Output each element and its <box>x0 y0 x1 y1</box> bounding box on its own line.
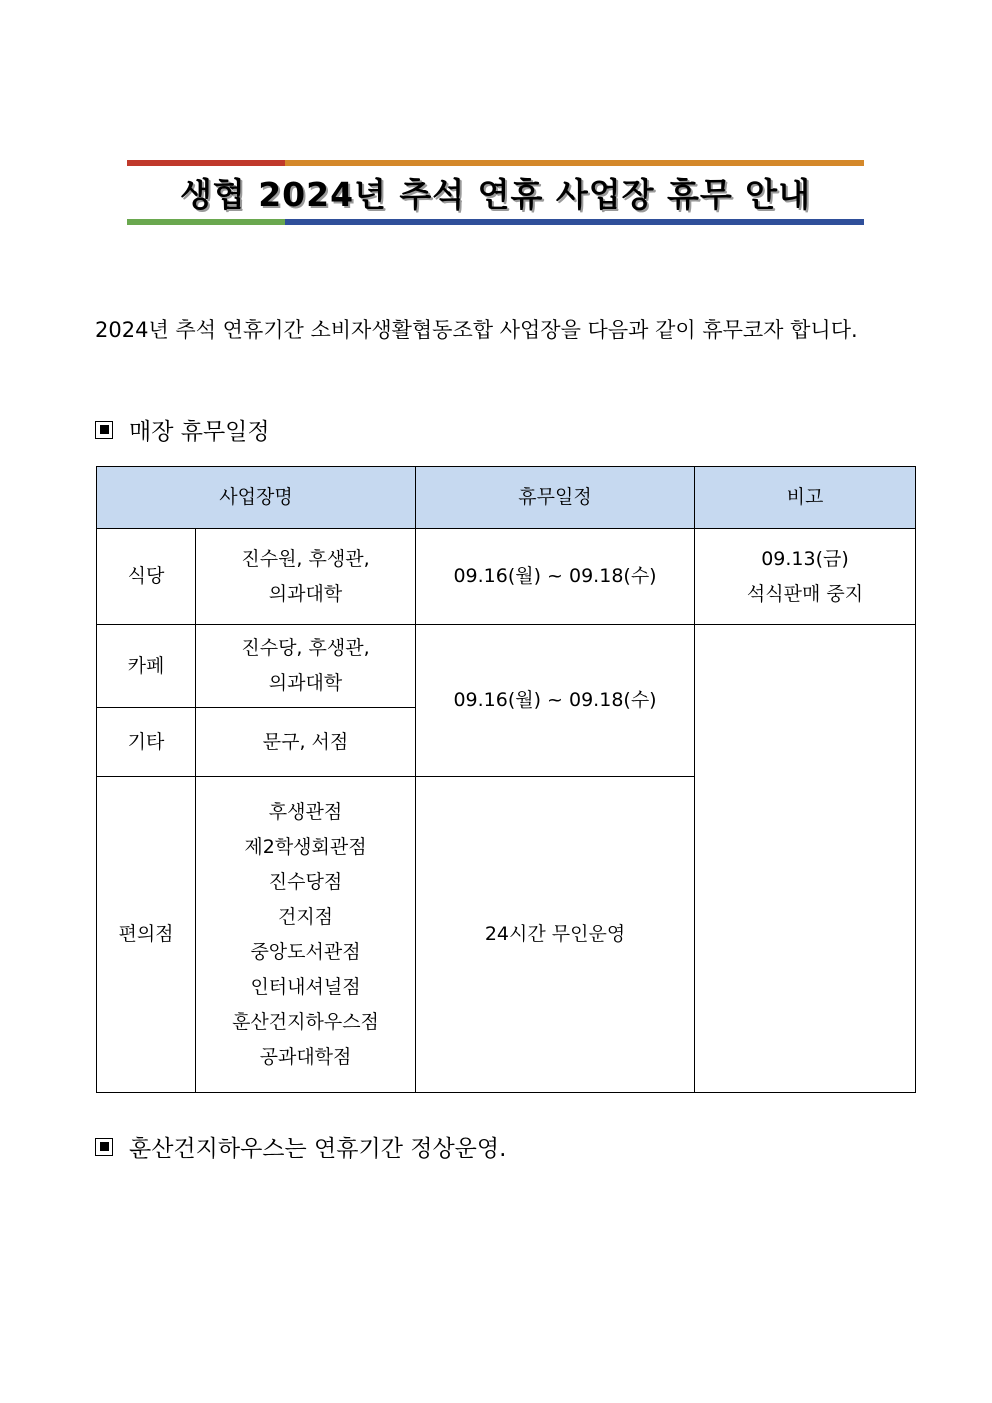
place-line: 진수당점 <box>268 870 343 893</box>
header-schedule: 휴무일정 <box>416 467 695 529</box>
place-line: 후생관점 <box>268 800 343 823</box>
schedule-cell: 24시간 무인운영 <box>416 777 695 1093</box>
places-cell <box>196 777 416 1093</box>
place-line: 의과대학 <box>268 582 343 605</box>
note-cell <box>695 529 916 625</box>
place-line: 제2학생회관점 <box>244 835 367 858</box>
square-bullet-icon <box>95 1138 113 1156</box>
place-line: 문구, 서점 <box>262 730 349 753</box>
schedule-cell: 09.16(월) ~ 09.18(수) <box>416 625 695 777</box>
place-line: 진수당, 후생관, <box>241 637 370 659</box>
place-line: 인터내셔널점 <box>250 975 361 998</box>
category-cell: 카페 <box>97 625 196 708</box>
table-header-row <box>97 467 916 529</box>
note-cell-empty <box>695 625 916 1093</box>
schedule-table <box>96 466 916 1093</box>
schedule-cell: 09.16(월) ~ 09.18(수) <box>416 529 695 625</box>
document-title: 생협 2024년 추석 연휴 사업장 휴무 안내 <box>179 175 812 214</box>
place-line: 중앙도서관점 <box>250 940 361 963</box>
place-line: 공과대학점 <box>259 1045 352 1068</box>
header-note: 비고 <box>695 467 916 529</box>
places-cell <box>196 529 416 625</box>
note-line: 09.13(금) <box>761 547 849 570</box>
category-cell: 식당 <box>97 529 196 625</box>
places-cell <box>196 625 416 708</box>
square-bullet-icon <box>95 421 113 439</box>
category-cell: 기타 <box>97 708 196 777</box>
intro-paragraph: 2024년 추석 연휴기간 소비자생활협동조합 사업장을 다음과 같이 휴무코자 합니다. <box>95 318 858 342</box>
section-note-text: 훈산건지하우스는 연휴기간 정상운영. <box>129 1136 507 1162</box>
table-row <box>97 625 916 708</box>
title-bar-bottom-blue <box>285 219 864 225</box>
section-store-schedule <box>95 413 270 446</box>
category-cell: 편의점 <box>97 777 196 1093</box>
place-line: 의과대학 <box>268 672 343 694</box>
place-line: 훈산건지하우스점 <box>232 1010 379 1033</box>
title-bar-bottom-green <box>127 219 285 225</box>
section-note <box>95 1130 506 1163</box>
table-row <box>97 529 916 625</box>
place-line: 건지점 <box>277 905 334 928</box>
places-cell <box>196 708 416 777</box>
section-title: 매장 휴무일정 <box>129 419 270 445</box>
place-line: 진수원, 후생관, <box>241 547 370 570</box>
header-place: 사업장명 <box>97 467 416 529</box>
note-line: 석식판매 중지 <box>746 582 864 605</box>
title-banner <box>127 160 864 230</box>
